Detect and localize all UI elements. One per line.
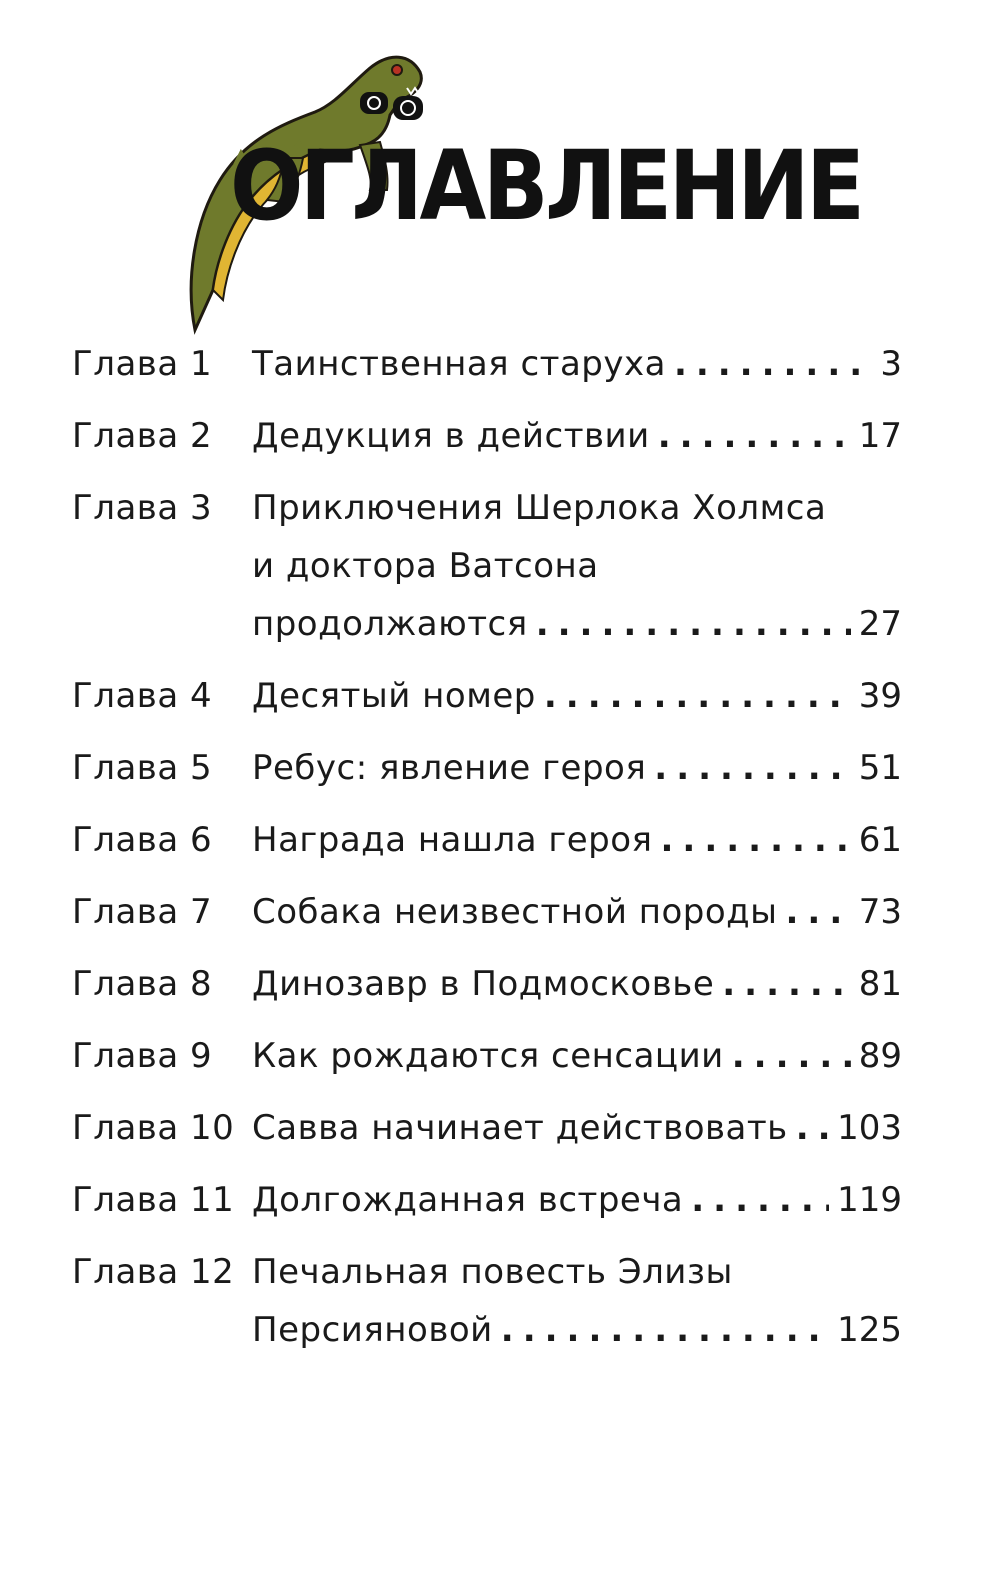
chapter-label: Глава 5 xyxy=(72,748,213,788)
toc-entry[interactable] xyxy=(72,883,902,941)
entry-body xyxy=(252,1243,902,1359)
chapter-label: Глава 1 xyxy=(72,344,213,384)
entry-last-line xyxy=(252,1301,902,1359)
entry-last-line xyxy=(252,955,902,1013)
entry-title: Как рождаются сенсации xyxy=(252,1036,724,1076)
toc-entry[interactable] xyxy=(72,335,902,393)
dinosaur-eye xyxy=(392,65,402,75)
entry-title-line: и доктора Ватсона xyxy=(252,546,599,586)
entry-last-line xyxy=(252,667,902,725)
toc-entry[interactable] xyxy=(72,739,902,797)
entry-title: Награда нашла героя xyxy=(252,820,653,860)
entry-body xyxy=(252,883,902,941)
page-number: 27 xyxy=(858,604,902,644)
chapter-label: Глава 9 xyxy=(72,1036,213,1076)
page-number: 125 xyxy=(837,1310,902,1350)
entry-last-line xyxy=(252,407,902,465)
dot-leader xyxy=(796,1099,829,1157)
dot-leader xyxy=(732,1027,851,1085)
dot-leader xyxy=(786,883,851,941)
entry-body xyxy=(252,407,902,465)
chapter-label: Глава 7 xyxy=(72,892,213,932)
entry-last-line xyxy=(252,595,902,653)
entry-title: Долгожданная встреча xyxy=(252,1180,684,1220)
toc-entry[interactable] xyxy=(72,1171,902,1229)
dot-leader xyxy=(691,1171,829,1229)
entry-title: Собака неизвестной породы xyxy=(252,892,778,932)
entry-last-line xyxy=(252,1027,902,1085)
page-number: 73 xyxy=(858,892,902,932)
entry-last-line xyxy=(252,1171,902,1229)
dot-leader xyxy=(722,955,851,1013)
entry-body xyxy=(252,1027,902,1085)
dot-leader xyxy=(544,667,851,725)
page-number: 103 xyxy=(837,1108,902,1148)
entry-title: Савва начинает действовать xyxy=(252,1108,788,1148)
page-number: 89 xyxy=(858,1036,902,1076)
entry-last-line xyxy=(252,883,902,941)
toc-entry[interactable] xyxy=(72,479,902,653)
page-number: 81 xyxy=(858,964,902,1004)
toc-entry[interactable] xyxy=(72,667,902,725)
chapter-label: Глава 4 xyxy=(72,676,213,716)
dot-leader xyxy=(658,407,851,465)
chapter-label: Глава 8 xyxy=(72,964,213,1004)
entry-body xyxy=(252,1171,902,1229)
entry-last-line xyxy=(252,739,902,797)
entry-title: Персияновой xyxy=(252,1310,493,1350)
entry-last-line xyxy=(252,1099,902,1157)
dot-leader xyxy=(654,739,850,797)
entry-title: Динозавр в Подмосковье xyxy=(252,964,715,1004)
entry-title: Таинственная старуха xyxy=(252,344,666,384)
chapter-label: Глава 2 xyxy=(72,416,213,456)
entry-title: Дедукция в действии xyxy=(252,416,650,456)
toc-entry[interactable] xyxy=(72,1027,902,1085)
dot-leader xyxy=(501,1301,829,1359)
entry-body xyxy=(252,811,902,869)
page-number: 39 xyxy=(858,676,902,716)
chapter-label: Глава 6 xyxy=(72,820,213,860)
page-number: 61 xyxy=(858,820,902,860)
toc-entry[interactable] xyxy=(72,1099,902,1157)
chapter-label: Глава 12 xyxy=(72,1252,235,1292)
toc-entry[interactable] xyxy=(72,955,902,1013)
entry-body xyxy=(252,335,902,393)
entry-title: Ребус: явление героя xyxy=(252,748,647,788)
entry-title: продолжаются xyxy=(252,604,528,644)
page-number: 17 xyxy=(858,416,902,456)
page-number: 51 xyxy=(858,748,902,788)
entry-body xyxy=(252,739,902,797)
toc-entry[interactable] xyxy=(72,811,902,869)
page-title: ОГЛАВЛЕНИЕ xyxy=(230,130,862,242)
chapter-label: Глава 11 xyxy=(72,1180,235,1220)
dot-leader xyxy=(674,335,872,393)
toc-entry[interactable] xyxy=(72,407,902,465)
entry-body xyxy=(252,479,902,653)
chapter-label: Глава 3 xyxy=(72,488,213,528)
entry-title: Десятый номер xyxy=(252,676,536,716)
table-of-contents xyxy=(72,335,902,1359)
chapter-label: Глава 10 xyxy=(72,1108,235,1148)
entry-body xyxy=(252,955,902,1013)
page-number: 119 xyxy=(837,1180,902,1220)
entry-title-line: Приключения Шерлока Холмса xyxy=(252,488,827,528)
dot-leader xyxy=(661,811,851,869)
entry-title-line: Печальная повесть Элизы xyxy=(252,1252,733,1292)
dot-leader xyxy=(536,595,851,653)
entry-last-line xyxy=(252,335,902,393)
toc-entry[interactable] xyxy=(72,1243,902,1359)
entry-body xyxy=(252,1099,902,1157)
page-number: 3 xyxy=(880,344,902,384)
entry-body xyxy=(252,667,902,725)
entry-last-line xyxy=(252,811,902,869)
